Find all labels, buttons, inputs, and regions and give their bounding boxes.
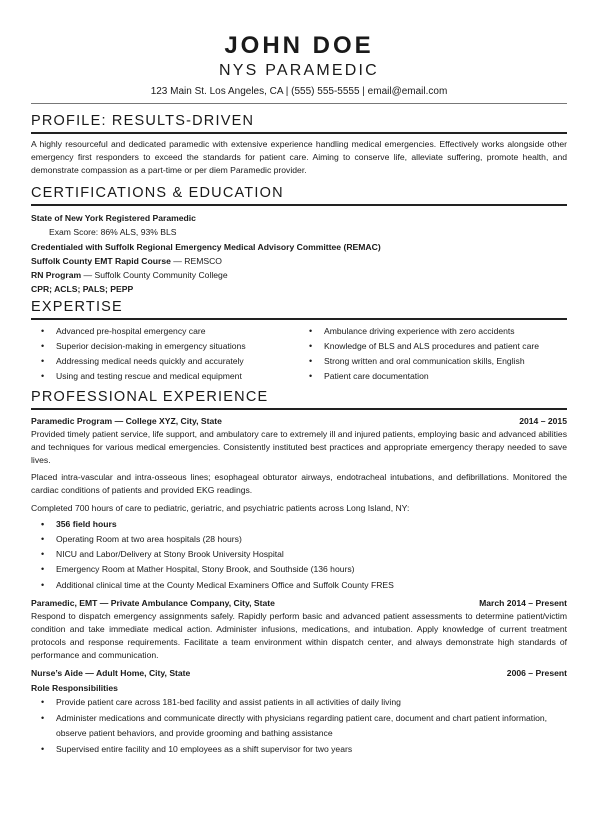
certifications-list	[31, 211, 567, 297]
list-item: • Ambulance driving experience with zero accidents	[299, 324, 567, 339]
list-item: • 356 field hours	[31, 517, 567, 532]
role-subheading: Role Responsibilities	[31, 682, 118, 693]
list-item: • Supervised entire facility and 10 employees as a shift supervisor for two years	[31, 742, 567, 758]
list-item: • Patient care documentation	[299, 369, 567, 384]
list-item: • NICU and Labor/Delivery at Stony Brook University Hospital	[31, 547, 567, 562]
job-description: Completed 700 hours of care to pediatric, geriatric, and psychiatric patients across Long Island, NY:	[31, 502, 410, 513]
list-item: • Additional clinical time at the County Medical Examiners Office and Suffolk County FRES	[31, 578, 567, 593]
job-description: Provided timely patient service, life support, and ambulatory care to extremely ill and injured patients, employing basic and advanced abilities and techniques for various medical emergencies. Consistently instituted best practices and appropriate emergency therapy needed to save lives.	[31, 428, 567, 465]
list-item: • Emergency Room at Mather Hospital, Stony Brook, and Southside (136 hours)	[31, 562, 567, 577]
job-bullets	[31, 517, 567, 593]
expertise-heading: EXPERTISE	[31, 299, 567, 320]
profile-heading: PROFILE: RESULTS-DRIVEN	[31, 113, 567, 134]
job-header	[31, 666, 567, 680]
cert-item: Credentialed with Suffolk Regional Emergency Medical Advisory Committee (REMAC)	[31, 241, 381, 252]
cert-item: CPR; ACLS; PALS; PEPP	[31, 284, 134, 295]
candidate-name: JOHN DOE	[224, 32, 374, 59]
profile-text: A highly resourceful and dedicated paramedic with extensive experience handling medical emergencies. Effectively works alongside other emergency first responders to exceed the standards for patient care. Aiming to conserve life, alleviate suffering, promote health, and demonstrate compassion as a part-time or per diem Paramedic provider.	[31, 139, 567, 175]
job-description: Placed intra-vascular and intra-osseous lines; esophageal obturator airways, endotracheal intubations, and defibrillations. Monitored the cardiac conditions of patients and provided EKG readings.	[31, 472, 567, 496]
resume-page	[31, 0, 567, 758]
job-header	[31, 596, 567, 610]
candidate-title: NYS PARAMEDIC	[219, 62, 379, 79]
list-item: • Using and testing rescue and medical equipment	[31, 369, 299, 384]
list-item: • Strong written and oral communication skills, English	[299, 354, 567, 369]
job-title: Paramedic, EMT — Private Ambulance Company, City, State	[31, 597, 275, 608]
job-description: Respond to dispatch emergency assignments safely. Rapidly perform basic and advanced patient assessments to determine patient/victim condition and take immediate medical action. Administer infusions, medications, and intubation. Apply knowledge of current treatment protocols and response requirements. Facilitate a team environment within dispatch center, and always demonstrate high standards of performance and communication.	[31, 610, 567, 661]
job-dates: 2006 – Present	[506, 667, 567, 678]
list-item: • Administer medications and communicate directly with physicians regarding patient care, document and chart patient information, observe patient behaviors, and provide grooming and bathing assistance	[31, 711, 567, 742]
list-item: • Superior decision-making in emergency situations	[31, 339, 299, 354]
expertise-left	[31, 324, 299, 385]
expertise-right	[299, 324, 567, 385]
cert-name: Suffolk County EMT Rapid Course	[31, 255, 171, 266]
cert-item	[31, 268, 567, 282]
list-item: • Advanced pre-hospital emergency care	[31, 324, 299, 339]
job-title: Paramedic Program — College XYZ, City, State	[31, 415, 222, 426]
job-header	[31, 414, 567, 428]
job-dates: 2014 – 2015	[519, 415, 567, 426]
cert-item	[31, 254, 567, 268]
list-item: • Knowledge of BLS and ALS procedures and patient care	[299, 339, 567, 354]
exam-score: Exam Score: 86% ALS, 93% BLS	[49, 227, 177, 238]
cert-item: State of New York Registered Paramedic	[31, 213, 196, 223]
certifications-heading: CERTIFICATIONS & EDUCATION	[31, 185, 567, 206]
list-item: • Provide patient care across 181-bed facility and assist patients in all activities of daily living	[31, 695, 567, 711]
job-title: Nurse’s Aide — Adult Home, City, State	[31, 667, 191, 678]
list-item: • Operating Room at two area hospitals (28 hours)	[31, 532, 567, 547]
job-dates: March 2014 – Present	[479, 597, 567, 608]
job-bullets	[31, 695, 567, 758]
cert-name: RN Program	[31, 270, 82, 281]
contact-info: 123 Main St. Los Angeles, CA | (555) 555-5555 | email@email.com	[150, 86, 448, 97]
header-divider	[31, 103, 567, 104]
list-item: • Addressing medical needs quickly and accurately	[31, 354, 299, 369]
experience-heading: PROFESSIONAL EXPERIENCE	[31, 389, 567, 410]
expertise-columns	[31, 324, 567, 385]
cert-issuer: — Suffolk County Community College	[81, 270, 228, 281]
cert-issuer: — REMSCO	[170, 255, 222, 266]
